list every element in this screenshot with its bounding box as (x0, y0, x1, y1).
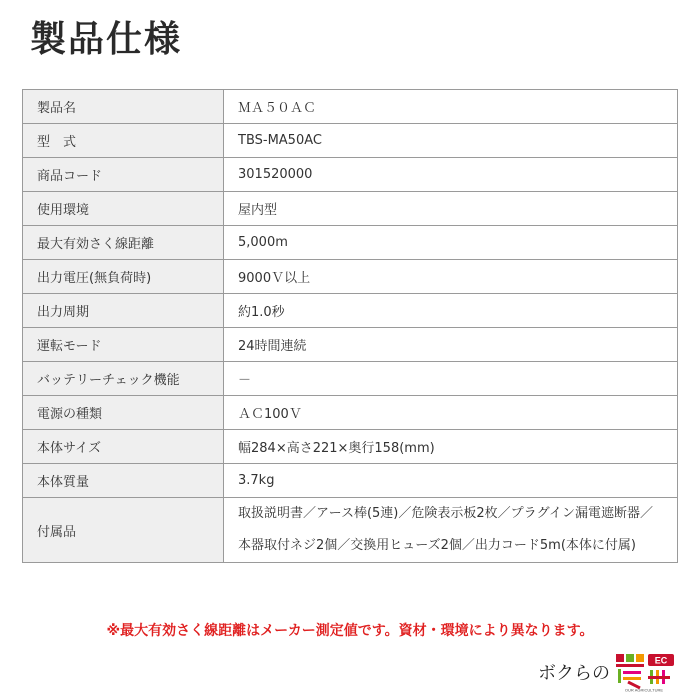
spec-label: 型 式 (23, 124, 224, 158)
spec-label: 最大有効さく線距離 (23, 226, 224, 260)
spec-label: 出力周期 (23, 294, 224, 328)
table-row (23, 362, 678, 396)
accessories-line-1: 取扱説明書／アース棒(5連)／危険表示板2枚／プラグイン漏電遮断器／ (238, 506, 653, 521)
svg-text:EC: EC (654, 655, 668, 666)
nogyo-ec-logo-icon (614, 652, 678, 692)
svg-text:OUR AGRICULTURE: OUR AGRICULTURE (624, 687, 664, 692)
spec-label: 出力電圧(無負荷時) (23, 260, 224, 294)
spec-value: 屋内型 (224, 192, 678, 226)
table-row (23, 294, 678, 328)
accessories-line-2: 本器取付ネジ2個／交換用ヒューズ2個／出力コード5m(本体に付属) (238, 538, 636, 553)
spec-label: 電源の種類 (23, 396, 224, 430)
spec-value: － (224, 362, 678, 396)
table-row (23, 226, 678, 260)
spec-value: 9000Ｖ以上 (224, 260, 678, 294)
brand-logo-area (538, 652, 678, 692)
table-row (23, 498, 678, 563)
spec-value: 3.7kg (224, 464, 678, 498)
table-row (23, 396, 678, 430)
spec-value (224, 498, 678, 563)
table-row (23, 260, 678, 294)
spec-label: 使用環境 (23, 192, 224, 226)
spec-label: バッテリーチェック機能 (23, 362, 224, 396)
table-row (23, 328, 678, 362)
table-row (23, 158, 678, 192)
table-row (23, 124, 678, 158)
brand-text: ボクらの (538, 663, 610, 684)
spec-label: 運転モード (23, 328, 224, 362)
spec-value: 24時間連続 (224, 328, 678, 362)
spec-label: 製品名 (23, 90, 224, 124)
spec-label: 商品コード (23, 158, 224, 192)
page-title: 製品仕様 (30, 19, 183, 60)
spec-value: 5,000m (224, 226, 678, 260)
table-row (23, 192, 678, 226)
spec-value: 301520000 (224, 158, 678, 192)
spec-value: ＭＡ５０ＡＣ (224, 90, 678, 124)
spec-table (22, 89, 678, 563)
table-row (23, 90, 678, 124)
spec-value: TBS-MA50AC (224, 124, 678, 158)
spec-label: 付属品 (23, 498, 224, 563)
spec-value: ＡＣ100Ｖ (224, 396, 678, 430)
table-row (23, 464, 678, 498)
spec-label: 本体質量 (23, 464, 224, 498)
notice-text: ※最大有効さく線距離はメーカー測定値です。資材・環境により異なります。 (106, 623, 594, 639)
spec-label: 本体サイズ (23, 430, 224, 464)
table-row (23, 430, 678, 464)
spec-value: 約1.0秒 (224, 294, 678, 328)
spec-value: 幅284×高さ221×奥行158(mm) (224, 430, 678, 464)
